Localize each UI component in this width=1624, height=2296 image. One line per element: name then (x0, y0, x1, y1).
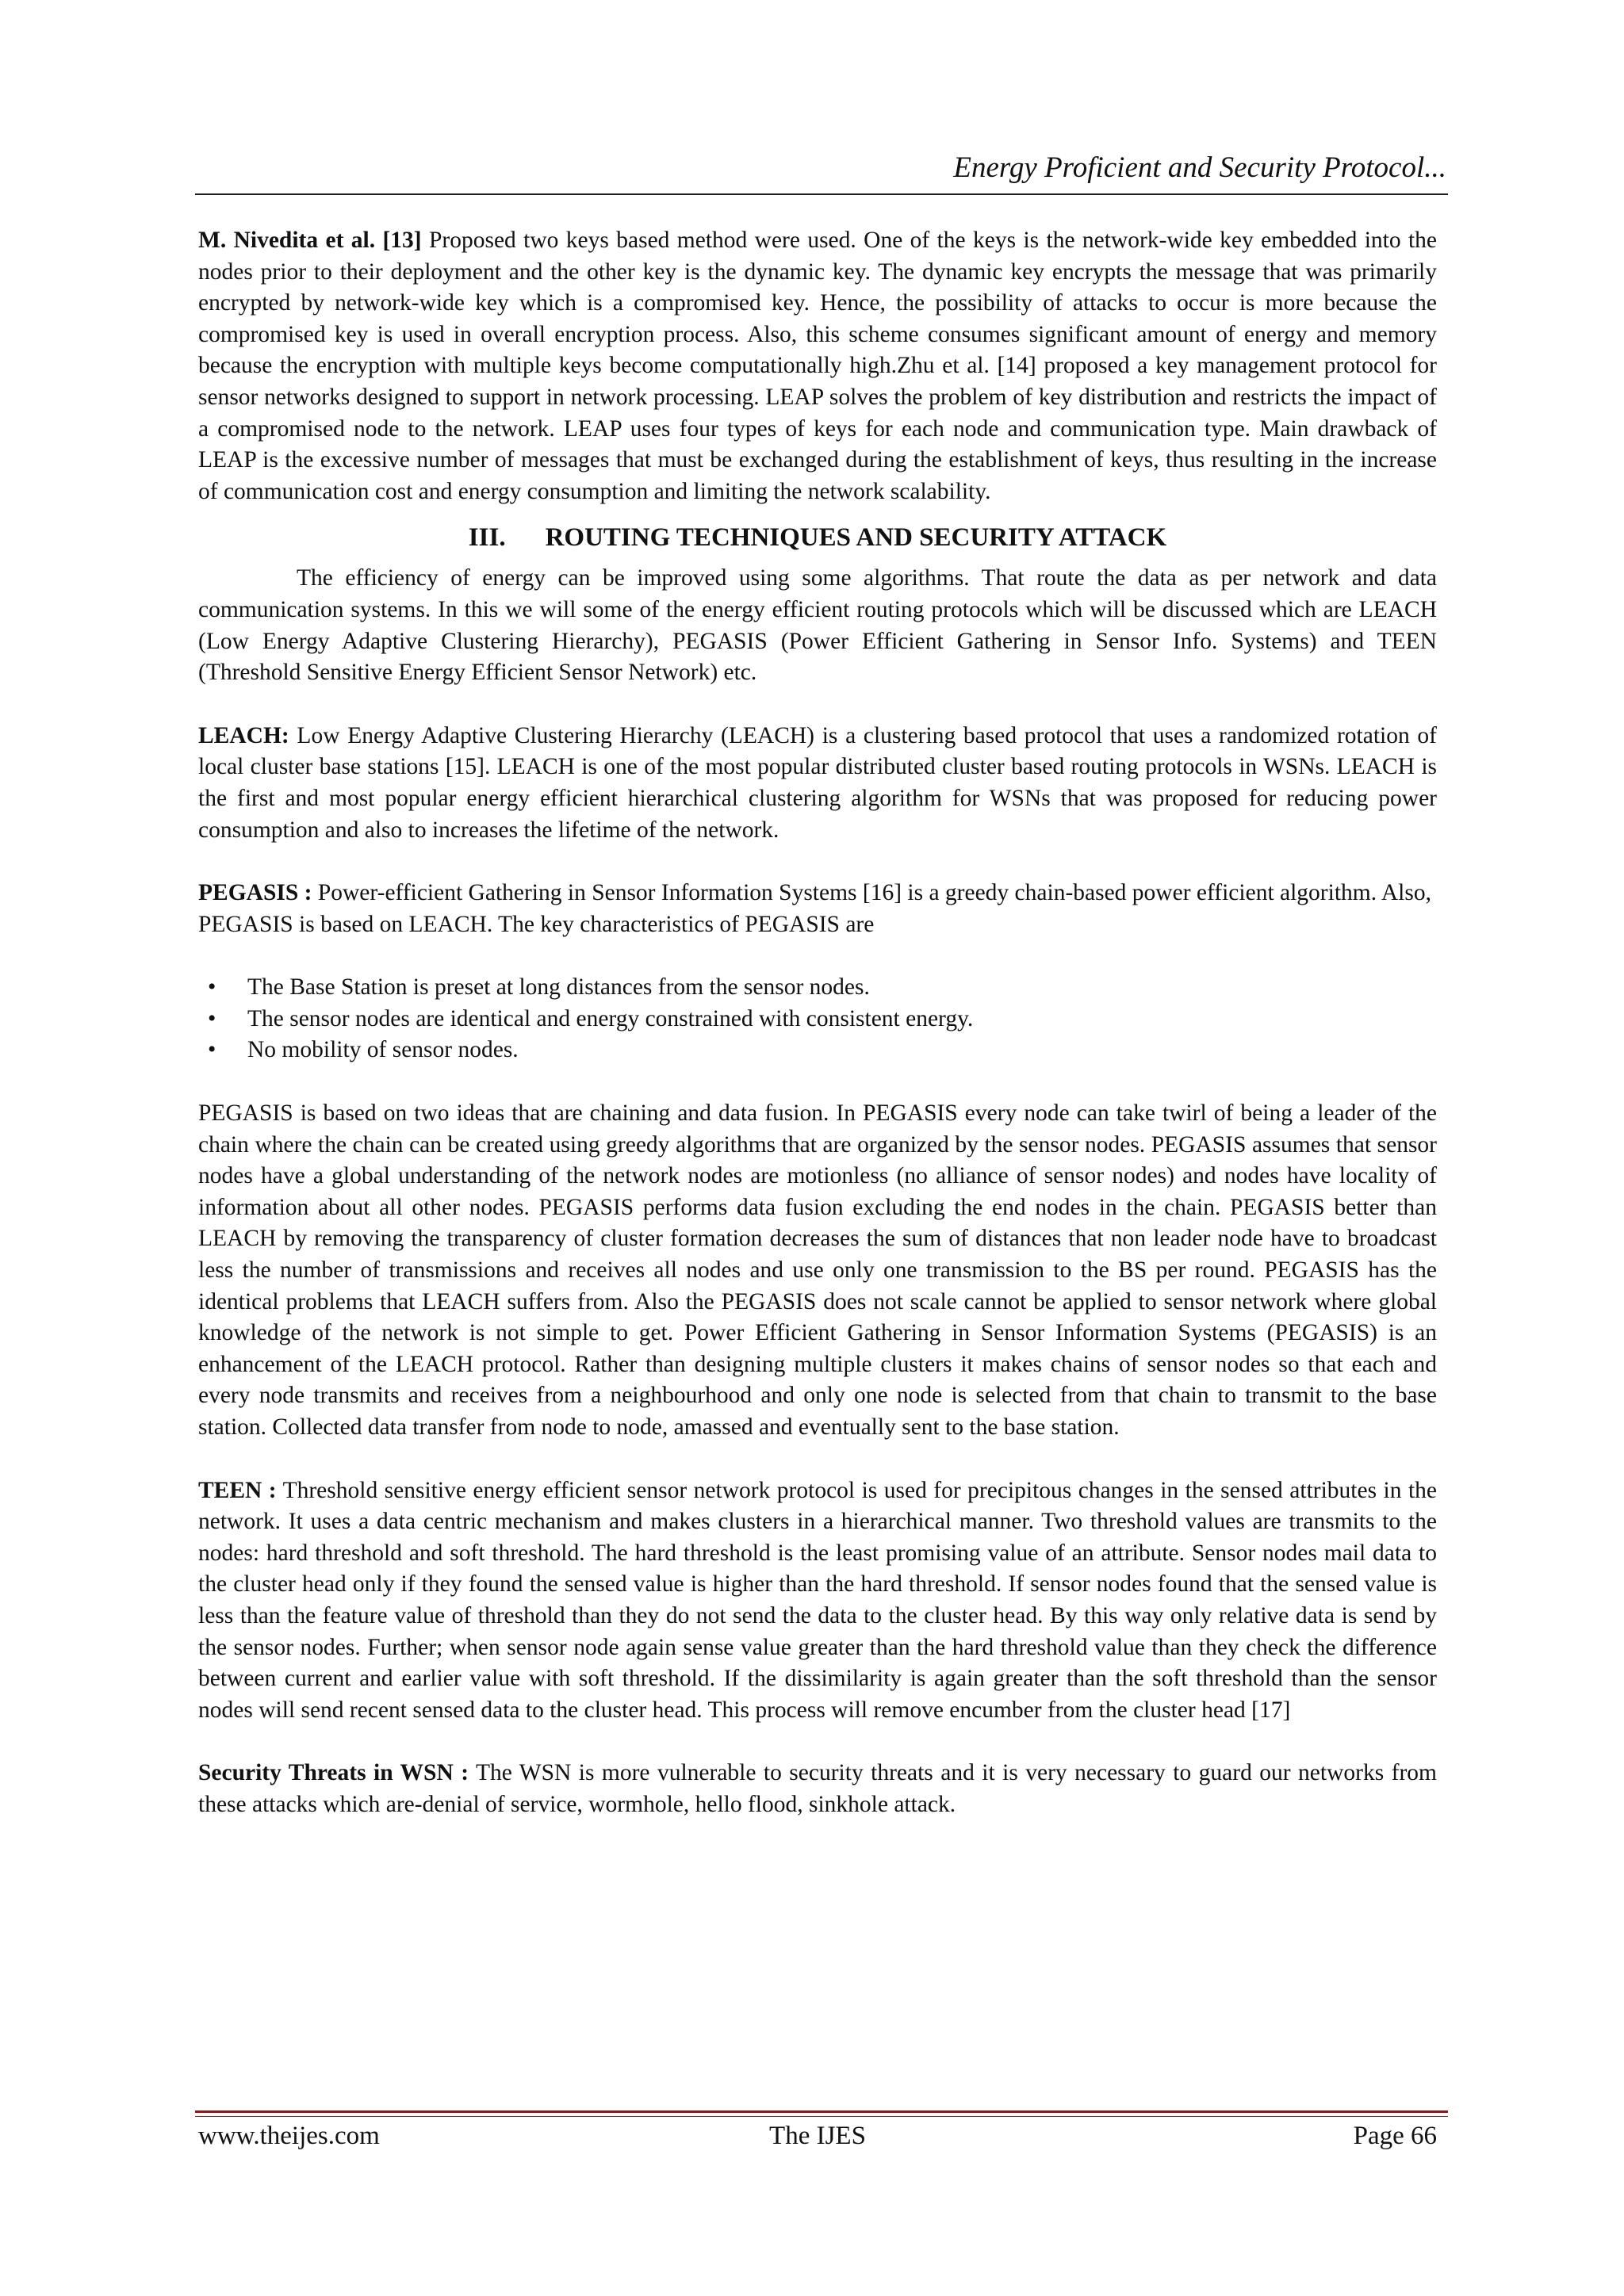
list-item (198, 1035, 1437, 1066)
intro-paragraph (198, 225, 1437, 507)
section-intro-paragraph: The efficiency of energy can be improved using some algorithms. That route the data as per network and data communication systems. In this we will some of the energy efficient routing protocols which will be discussed which are LEACH (Low Energy Adaptive Clustering Hierarchy), PEGASIS (Power Efficient Gathering in Sensor Info. Systems) and TEEN (Threshold Sensitive Energy Efficient Sensor Network) etc. (198, 565, 1437, 686)
footer-rule-thin (195, 2116, 1448, 2117)
pegasis-paragraph (198, 878, 1437, 940)
list-item-text: The Base Station is preset at long distances from the sensor nodes. (247, 974, 870, 1001)
body-content (198, 225, 1437, 1821)
intro-paragraph-lead: M. Nivedita et al. [13] (198, 228, 422, 253)
security-paragraph (198, 1758, 1437, 1820)
running-title: Energy Proficient and Security Protocol... (953, 151, 1446, 184)
footer-rule (195, 2110, 1448, 2113)
list-item (198, 1004, 1437, 1035)
bullet-icon: • (208, 974, 216, 1001)
page-footer (198, 2122, 1437, 2151)
list-item-text: No mobility of sensor nodes. (247, 1037, 519, 1063)
pegasis-text: Power-efficient Gathering in Sensor Information Systems [16] is a greedy chain-based power efficient algorithm. Also, PEGASIS is based on LEACH. The key characteristics of PEGASIS are (198, 880, 1431, 937)
section-title: ROUTING TECHNIQUES AND SECURITY ATTACK (545, 523, 1167, 553)
security-text: The WSN is more vulnerable to security threats and it is very necessary to guard our networks from these attacks which are-denial of service, wormhole, hello flood, sinkhole attack. (198, 1760, 1437, 1817)
pegasis-characteristics-list (198, 972, 1437, 1066)
leach-lead: LEACH: (198, 722, 289, 748)
section-number: III. (468, 523, 506, 553)
bullet-icon: • (208, 1005, 216, 1031)
list-item (198, 972, 1437, 1004)
intro-paragraph-text: Proposed two keys based method were used. One of the keys is the network-wide key embedded into the nodes prior to their deployment and the other key is the dynamic key. The dynamic key encrypts the message that was primarily encrypted by network-wide key which is a compromised key. Hence, the possibility of attacks to occur is more because the compromised key is used in overall encryption process. Also, this scheme consumes significant amount of energy and memory because the encryption with multiple keys become computationally high.Zhu et al. [14] proposed a key management protocol for sensor networks designed to support in network processing. LEAP solves the problem of key distribution and restricts the impact of a compromised node to the network. LEAP uses four types of keys for each node and communication type. Main drawback of LEAP is the excessive number of messages that must be exchanged during the establishment of keys, thus resulting in the increase of communication cost and energy consumption and limiting the network scalability. (198, 228, 1438, 504)
list-item-text: The sensor nodes are identical and energy constrained with consistent energy. (247, 1005, 974, 1031)
pegasis-lead: PEGASIS : (198, 880, 312, 906)
security-lead: Security Threats in WSN : (198, 1760, 469, 1786)
pegasis-detail-paragraph: PEGASIS is based on two ideas that are chaining and data fusion. In PEGASIS every node can take twirl of being a leader of the chain where the chain can be created using greedy algorithms that are organized by the sensor nodes. PEGASIS assumes that sensor nodes have a global understanding of the network nodes are motionless (no alliance of sensor nodes) and nodes have locality of information about all other nodes. PEGASIS performs data fusion excluding the end nodes in the chain. PEGASIS better than LEACH by removing the transparency of cluster formation decreases the sum of distances that non leader node have to broadcast less the number of transmissions and receives all nodes and use only one transmission to the BS per round. PEGASIS has the identical problems that LEACH suffers from. Also the PEGASIS does not scale cannot be applied to sensor network where global knowledge of the network is not simple to get. Power Efficient Gathering in Sensor Information Systems (PEGASIS) is an enhancement of the LEACH protocol. Rather than designing multiple clusters it makes chains of sensor nodes so that each and every node transmits and receives from a neighbourhood and only one node is selected from that chain to transmit to the base station. Collected data transfer from node to node, amassed and eventually sent to the base station. (198, 1100, 1437, 1440)
teen-text: Threshold sensitive energy efficient sensor network protocol is used for precipitous changes in the sensed attributes in the network. It uses a data centric mechanism and makes clusters in a hierarchical manner. Two threshold values are transmits to the nodes: hard threshold and soft threshold. The hard threshold is the least promising value of an attribute. Sensor nodes mail data to the cluster head only if they found the sensed value is higher than the hard threshold. If sensor nodes found that the sensed value is less than the feature value of threshold than they do not send the data to the cluster head. By this way only relative data is send by the sensor nodes. Further; when sensor node again sense value greater than the hard threshold value than they check the difference between current and earlier value with soft threshold. If the dissimilarity is again greater than the soft threshold than the sensor nodes will send recent sensed data to the cluster head. This process will remove encumber from the cluster head [17] (198, 1477, 1437, 1723)
leach-paragraph (198, 721, 1437, 846)
footer-journal: The IJES (769, 2122, 866, 2150)
footer-page-number: Page 66 (1353, 2122, 1438, 2150)
teen-paragraph (198, 1475, 1437, 1727)
leach-text: Low Energy Adaptive Clustering Hierarchy (LEACH) is a clustering based protocol that uses a randomized rotation of local cluster base stations [15]. LEACH is one of the most popular distributed cluster based routing protocols in WSNs. LEACH is the first and most popular energy efficient hierarchical clustering algorithm for WSNs that was proposed for reducing power consumption and also to increases the lifetime of the network. (198, 722, 1437, 843)
section-heading (198, 520, 1437, 555)
teen-lead: TEEN : (198, 1477, 277, 1503)
footer-website: www.theijes.com (198, 2122, 380, 2150)
bullet-icon: • (208, 1037, 216, 1063)
header-rule (195, 193, 1448, 195)
